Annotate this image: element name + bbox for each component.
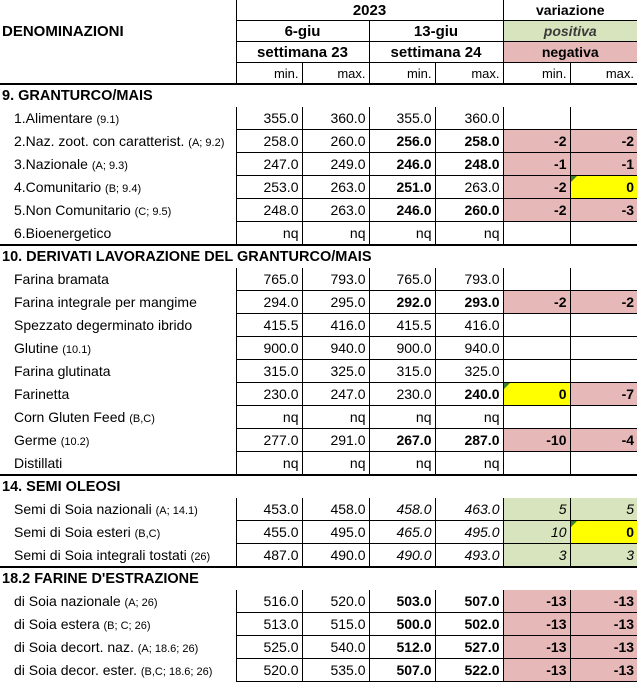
row-label: 6.Bioenergetico — [14, 224, 112, 241]
row-label-cell — [0, 153, 236, 176]
row-code: (A; 14.1) — [155, 505, 198, 518]
row-label: Farina integrale per mangime — [14, 294, 197, 310]
delta-max-value: 0 — [570, 521, 637, 544]
curr-max-value: 495.0 — [435, 521, 503, 544]
prev-min-value: 294.0 — [236, 291, 302, 314]
date2-header: 13-giu — [369, 21, 503, 42]
date1-header: 6-giu — [236, 21, 369, 42]
prev-min-value: 487.0 — [236, 544, 302, 568]
table-row — [0, 130, 637, 153]
curr-max-value: 463.0 — [435, 498, 503, 521]
curr-min-value: 267.0 — [369, 429, 435, 452]
row-label-cell — [0, 590, 236, 613]
negativa-label: negativa — [503, 42, 637, 63]
row-code: (C; 9.5) — [134, 206, 172, 218]
delta-min-value: -13 — [503, 590, 570, 613]
section-title: 9. GRANTURCO/MAIS — [0, 84, 637, 107]
table-row — [0, 107, 637, 130]
curr-max-value: nq — [435, 452, 503, 476]
curr-min-value: 355.0 — [369, 107, 435, 130]
table-row — [0, 176, 637, 199]
prev-min-value: 355.0 — [236, 107, 302, 130]
max-header: max. — [570, 63, 637, 85]
section-title: 10. DERIVATI LAVORAZIONE DEL GRANTURCO/MAIS — [0, 245, 637, 268]
curr-min-value: 765.0 — [369, 268, 435, 291]
row-label-cell — [0, 107, 236, 130]
week1-header: settimana 23 — [236, 42, 369, 63]
row-label-cell — [0, 521, 236, 544]
curr-min-value: 490.0 — [369, 544, 435, 568]
curr-max-value: 325.0 — [435, 360, 503, 383]
delta-min-value: -2 — [503, 130, 570, 153]
table-row — [0, 153, 637, 176]
row-label-cell — [0, 429, 236, 452]
prev-min-value: nq — [236, 222, 302, 246]
curr-max-value: 287.0 — [435, 429, 503, 452]
curr-max-value: nq — [435, 222, 503, 246]
row-label: 5.Non Comunitario — [14, 202, 131, 218]
delta-max-value — [570, 107, 637, 130]
section-title: 18.2 FARINE D'ESTRAZIONE — [0, 567, 637, 590]
denominazioni-header: DENOMINAZIONI — [2, 22, 124, 40]
delta-min-value — [503, 314, 570, 337]
curr-max-value: 240.0 — [435, 383, 503, 406]
section-header — [0, 84, 637, 107]
row-label-cell — [0, 383, 236, 406]
table-row — [0, 544, 637, 568]
delta-max-value: -3 — [570, 199, 637, 222]
variazione-header: variazione — [503, 0, 637, 21]
curr-max-value: 493.0 — [435, 544, 503, 568]
row-label: 2.Naz. zoot. con caratterist. — [14, 133, 185, 149]
prev-min-value: 525.0 — [236, 636, 302, 659]
curr-max-value: 258.0 — [435, 130, 503, 153]
section-header — [0, 245, 637, 268]
curr-min-value: nq — [369, 222, 435, 246]
prev-min-value: 900.0 — [236, 337, 302, 360]
delta-min-value: -13 — [503, 659, 570, 682]
table-row — [0, 521, 637, 544]
delta-min-value — [503, 360, 570, 383]
min-header: min. — [369, 63, 435, 85]
prev-min-value: 248.0 — [236, 199, 302, 222]
delta-min-value: -10 — [503, 429, 570, 452]
row-label-cell — [0, 613, 236, 636]
curr-max-value: 293.0 — [435, 291, 503, 314]
row-code: (10.1) — [62, 344, 91, 356]
delta-max-value: 5 — [570, 498, 637, 521]
prev-min-value: 315.0 — [236, 360, 302, 383]
curr-min-value: 503.0 — [369, 590, 435, 613]
row-label-cell — [0, 268, 236, 291]
row-label-cell — [0, 544, 236, 568]
delta-min-value — [503, 268, 570, 291]
prev-max-value: 515.0 — [302, 613, 369, 636]
curr-min-value: 292.0 — [369, 291, 435, 314]
prev-max-value: nq — [302, 222, 369, 246]
row-label: Farina glutinata — [14, 363, 111, 379]
row-code: (B,C) — [134, 528, 161, 540]
prev-min-value: 230.0 — [236, 383, 302, 406]
prev-min-value: 247.0 — [236, 153, 302, 176]
curr-min-value: 415.5 — [369, 314, 435, 337]
row-label-cell — [0, 337, 236, 360]
delta-max-value: -2 — [570, 291, 637, 314]
delta-min-value: 10 — [503, 521, 570, 544]
prev-min-value: 520.0 — [236, 659, 302, 682]
table-row — [0, 452, 637, 476]
delta-min-value: 3 — [503, 544, 570, 568]
row-code: (B,C; 18.6; 26) — [140, 666, 213, 678]
delta-max-value — [570, 314, 637, 337]
curr-min-value: 512.0 — [369, 636, 435, 659]
min-header: min. — [503, 63, 570, 85]
row-label: Glutine — [14, 340, 59, 356]
prev-min-value: 453.0 — [236, 498, 302, 521]
delta-max-value: -13 — [570, 590, 637, 613]
delta-max-value: -13 — [570, 636, 637, 659]
prev-max-value: 490.0 — [302, 544, 369, 568]
curr-max-value: 248.0 — [435, 153, 503, 176]
prev-max-value: 495.0 — [302, 521, 369, 544]
row-code: (B; 9.4) — [105, 183, 142, 195]
table-row — [0, 429, 637, 452]
prev-max-value: 247.0 — [302, 383, 369, 406]
prev-min-value: 516.0 — [236, 590, 302, 613]
row-label: Germe — [14, 432, 57, 448]
row-label: di Soia decor. ester. — [14, 662, 137, 678]
delta-max-value: 3 — [570, 544, 637, 568]
table-row — [0, 291, 637, 314]
delta-max-value — [570, 360, 637, 383]
curr-min-value: 465.0 — [369, 521, 435, 544]
table-row — [0, 406, 637, 429]
prev-max-value: 360.0 — [302, 107, 369, 130]
prev-max-value: 940.0 — [302, 337, 369, 360]
prev-max-value: 540.0 — [302, 636, 369, 659]
delta-min-value — [503, 222, 570, 246]
delta-max-value — [570, 452, 637, 476]
row-label: Corn Gluten Feed — [14, 409, 126, 425]
delta-min-value: -2 — [503, 199, 570, 222]
delta-max-value — [570, 222, 637, 246]
curr-max-value: 260.0 — [435, 199, 503, 222]
delta-min-value: -2 — [503, 291, 570, 314]
table-row — [0, 590, 637, 613]
prev-min-value: 765.0 — [236, 268, 302, 291]
prev-max-value: 458.0 — [302, 498, 369, 521]
row-label: Semi di Soia nazionali — [14, 501, 152, 518]
prev-min-value: 277.0 — [236, 429, 302, 452]
row-code: (B; C; 26) — [103, 620, 151, 632]
prev-max-value: 249.0 — [302, 153, 369, 176]
row-label-cell — [0, 498, 236, 521]
row-label: 4.Comunitario — [14, 179, 102, 195]
curr-min-value: 900.0 — [369, 337, 435, 360]
delta-min-value: 0 — [503, 383, 570, 406]
prev-min-value: 253.0 — [236, 176, 302, 199]
delta-min-value — [503, 406, 570, 429]
curr-max-value: 360.0 — [435, 107, 503, 130]
max-header: max. — [435, 63, 503, 85]
table-row — [0, 498, 637, 521]
row-code: (A; 9.3) — [91, 160, 128, 172]
curr-min-value: nq — [369, 406, 435, 429]
row-label-cell — [0, 199, 236, 222]
row-label: Spezzato degerminato ibrido — [14, 317, 193, 333]
prev-max-value: 295.0 — [302, 291, 369, 314]
curr-max-value: 522.0 — [435, 659, 503, 682]
prev-min-value: 455.0 — [236, 521, 302, 544]
row-label-cell — [0, 314, 236, 337]
prev-min-value: 513.0 — [236, 613, 302, 636]
prev-max-value: 291.0 — [302, 429, 369, 452]
curr-max-value: nq — [435, 406, 503, 429]
row-label: Semi di Soia integrali tostati — [14, 546, 187, 563]
table-row — [0, 314, 637, 337]
row-code: (10.2) — [60, 436, 90, 448]
delta-min-value: -2 — [503, 176, 570, 199]
delta-max-value: -13 — [570, 613, 637, 636]
week2-header: settimana 24 — [369, 42, 503, 63]
table-row — [0, 268, 637, 291]
row-label: Semi di Soia esteri — [14, 524, 131, 540]
curr-min-value: 246.0 — [369, 199, 435, 222]
prev-max-value: nq — [302, 452, 369, 476]
curr-min-value: 251.0 — [369, 176, 435, 199]
delta-min-value: -1 — [503, 153, 570, 176]
section-header — [0, 475, 637, 498]
section-title: 14. SEMI OLEOSI — [0, 475, 637, 498]
row-code: (9.1) — [96, 114, 120, 127]
curr-min-value: 315.0 — [369, 360, 435, 383]
prev-min-value: nq — [236, 406, 302, 429]
curr-min-value: 256.0 — [369, 130, 435, 153]
row-code: (26) — [190, 550, 211, 563]
table-row — [0, 199, 637, 222]
prev-min-value: nq — [236, 452, 302, 476]
prev-min-value: 415.5 — [236, 314, 302, 337]
curr-max-value: 527.0 — [435, 636, 503, 659]
row-label: 3.Nazionale — [14, 156, 88, 172]
table-row — [0, 613, 637, 636]
curr-min-value: nq — [369, 452, 435, 476]
delta-max-value: -1 — [570, 153, 637, 176]
row-label-cell — [0, 222, 236, 246]
curr-min-value: 500.0 — [369, 613, 435, 636]
prev-max-value: nq — [302, 406, 369, 429]
prev-max-value: 263.0 — [302, 176, 369, 199]
row-label: Farinetta — [14, 386, 70, 402]
prev-max-value: 325.0 — [302, 360, 369, 383]
delta-max-value: -7 — [570, 383, 637, 406]
row-label-cell — [0, 291, 236, 314]
prev-max-value: 535.0 — [302, 659, 369, 682]
curr-min-value: 458.0 — [369, 498, 435, 521]
curr-max-value: 416.0 — [435, 314, 503, 337]
positiva-label: positiva — [503, 21, 637, 42]
delta-max-value — [570, 337, 637, 360]
row-label-cell — [0, 130, 236, 153]
row-label: di Soia estera — [14, 616, 100, 632]
prev-max-value: 263.0 — [302, 199, 369, 222]
delta-min-value — [503, 452, 570, 476]
delta-max-value: -13 — [570, 659, 637, 682]
curr-max-value: 793.0 — [435, 268, 503, 291]
max-header: max. — [302, 63, 369, 85]
curr-min-value: 246.0 — [369, 153, 435, 176]
delta-min-value: -13 — [503, 613, 570, 636]
row-label: di Soia nazionale — [14, 593, 121, 610]
row-label-cell — [0, 452, 236, 476]
table-row — [0, 383, 637, 406]
row-code: (B,C) — [129, 413, 155, 425]
curr-min-value: 230.0 — [369, 383, 435, 406]
delta-max-value: -4 — [570, 429, 637, 452]
delta-min-value: -13 — [503, 636, 570, 659]
row-code: (A; 9.2) — [188, 137, 225, 149]
curr-min-value: 507.0 — [369, 659, 435, 682]
delta-max-value — [570, 406, 637, 429]
row-label: Farina bramata — [14, 271, 109, 288]
prev-max-value: 416.0 — [302, 314, 369, 337]
row-label-cell — [0, 360, 236, 383]
prev-max-value: 793.0 — [302, 268, 369, 291]
row-code: (A; 26) — [124, 597, 158, 610]
year-header: 2023 — [236, 0, 503, 21]
row-code: (A; 18.6; 26) — [137, 643, 199, 655]
row-label-cell — [0, 406, 236, 429]
curr-max-value: 507.0 — [435, 590, 503, 613]
prev-min-value: 258.0 — [236, 130, 302, 153]
delta-max-value: -2 — [570, 130, 637, 153]
row-label-cell — [0, 636, 236, 659]
table-row — [0, 337, 637, 360]
prev-max-value: 260.0 — [302, 130, 369, 153]
delta-min-value — [503, 107, 570, 130]
table-row — [0, 360, 637, 383]
delta-max-value: 0 — [570, 176, 637, 199]
prev-max-value: 520.0 — [302, 590, 369, 613]
delta-max-value — [570, 268, 637, 291]
curr-max-value: 263.0 — [435, 176, 503, 199]
row-label: 1.Alimentare — [14, 110, 93, 127]
delta-min-value — [503, 337, 570, 360]
row-label-cell — [0, 176, 236, 199]
curr-max-value: 502.0 — [435, 613, 503, 636]
delta-min-value: 5 — [503, 498, 570, 521]
min-header: min. — [236, 63, 302, 85]
table-row — [0, 222, 637, 246]
table-row — [0, 636, 637, 659]
row-label: di Soia decort. naz. — [14, 639, 134, 655]
row-label: Distillati — [14, 454, 63, 471]
curr-max-value: 940.0 — [435, 337, 503, 360]
section-header — [0, 567, 637, 590]
